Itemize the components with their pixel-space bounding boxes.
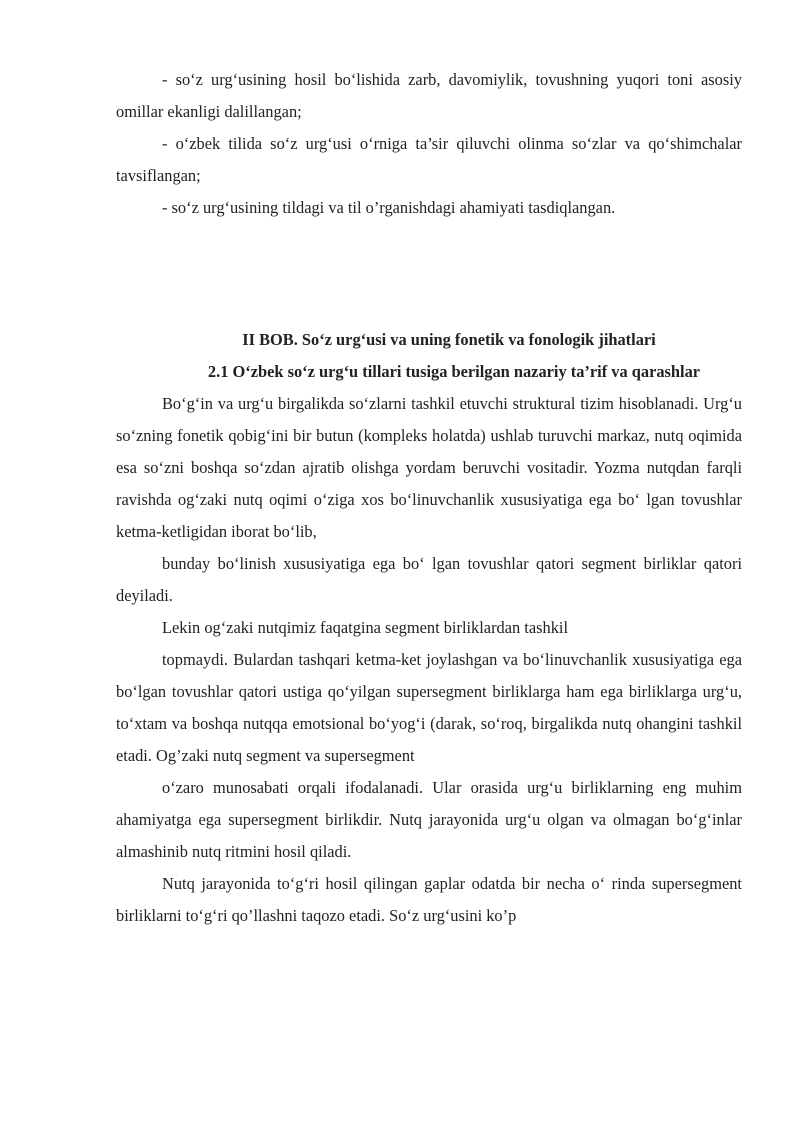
body-paragraph-1: Bo‘g‘in va urg‘u birgalikda so‘zlarni tashkil etuvchi struktural tizim hisoblanadi. Urg‘u so‘zning fonetik qobig‘ini bir butun (kompleks holatda) ushlab turuvchi markaz, nutq oqimida esa so‘zni boshqa so‘zdan ajratib olishga yordam beruvchi vositadir. Yozma nutqdan farqli ravishda og‘zaki nutq oqimi o‘ziga xos bo‘linuvchanlik xususiyatiga ega bo‘ lgan tovushlar ketma-ketligidan iborat bo‘lib, bbox=[116, 394, 742, 541]
body-paragraph-5: o‘zaro munosabati orqali ifodalanadi. Ular orasida urg‘u birliklarning eng muhim ahamiyatga ega supersegment birlikdir. Nutq jarayonida urg‘u olgan va olmagan bo‘g‘inlar almashinib nutq ritmini hosil qiladi. bbox=[116, 778, 742, 861]
section-spacer bbox=[116, 224, 742, 324]
document-page bbox=[116, 64, 742, 932]
body-paragraph-2: bunday bo‘linish xususiyatiga ega bo‘ lgan tovushlar qatori segment birliklar qatori deyiladi. bbox=[116, 554, 742, 605]
intro-list-item-1: - so‘z urg‘usining hosil bo‘lishida zarb, davomiylik, tovushning yuqori toni asosiy omillar ekanligi dalillangan; bbox=[116, 70, 742, 121]
section-title: 2.1 O‘zbek so‘z urg‘u tillari tusiga berilgan nazariy ta’rif va qarashlar bbox=[207, 362, 701, 381]
intro-list-item-3: - so‘z urg‘usining tildagi va til o’rganishdagi ahamiyati tasdiqlangan. bbox=[162, 198, 616, 217]
body-paragraph-6: Nutq jarayonida to‘g‘ri hosil qilingan gaplar odatda bir necha o‘ rinda supersegment birliklarni to‘g‘ri qo’llashni taqozo etadi. So‘z urg‘usini ko’p bbox=[116, 874, 742, 925]
body-paragraph-3: Lekin og‘zaki nutqimiz faqatgina segment birliklardan tashkil bbox=[162, 618, 569, 637]
body-paragraph-4: topmaydi. Bulardan tashqari ketma-ket joylashgan va bo‘linuvchanlik xususiyatiga ega bo‘lgan tovushlar qatori ustiga qo‘yilgan supersegment birliklarga ham ega birliklarga urg‘u, to‘xtam va boshqa nutqqa emotsional bo‘yog‘i (darak, so‘roq, birgalikda nutq ohangini tashkil etadi. Og’zaki nutq segment va supersegment bbox=[116, 650, 742, 765]
intro-list-item-2: - o‘zbek tilida so‘z urg‘usi o‘rniga ta’sir qiluvchi olinma so‘zlar va qo‘shimchalar tavsiflangan; bbox=[116, 134, 742, 185]
chapter-title: II BOB. So‘z urg‘usi va uning fonetik va fonologik jihatlari bbox=[242, 330, 656, 349]
